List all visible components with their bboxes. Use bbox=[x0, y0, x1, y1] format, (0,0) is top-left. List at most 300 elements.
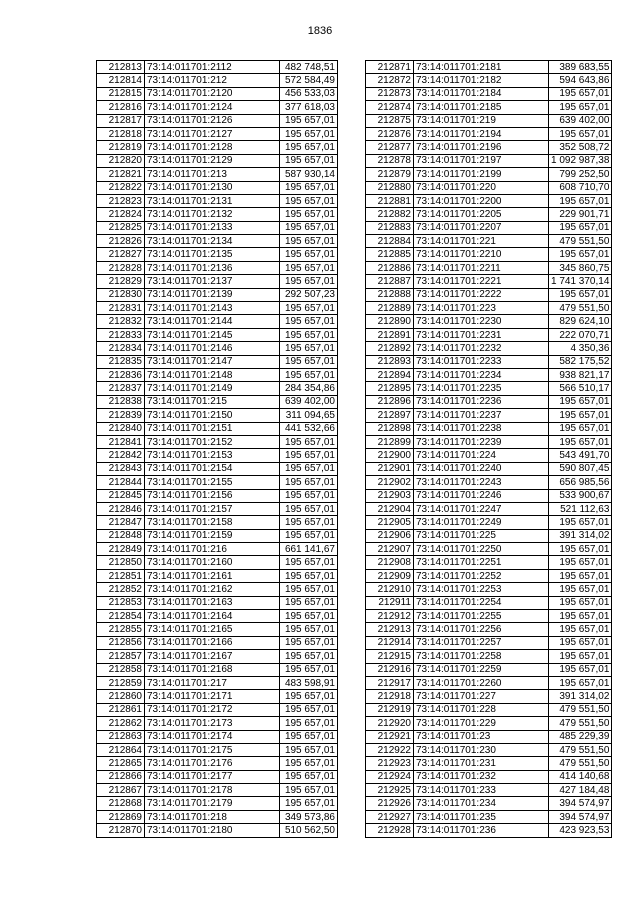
row-number-cell: 212900 bbox=[366, 449, 414, 462]
cadastral-number-cell: 73:14:011701:2174 bbox=[145, 730, 280, 743]
cadastral-number-cell: 73:14:011701:2175 bbox=[145, 743, 280, 756]
table-row bbox=[366, 610, 612, 623]
cadastral-number-cell: 73:14:011701:2255 bbox=[414, 610, 549, 623]
row-number-cell: 212913 bbox=[366, 623, 414, 636]
cadastral-number-cell: 73:14:011701:2252 bbox=[414, 569, 549, 582]
row-number-cell: 212892 bbox=[366, 342, 414, 355]
row-number-cell: 212902 bbox=[366, 476, 414, 489]
value-cell: 195 657,01 bbox=[280, 717, 338, 730]
cadastral-number-cell: 73:14:011701:2246 bbox=[414, 489, 549, 502]
table-row bbox=[97, 315, 338, 328]
table-row bbox=[97, 261, 338, 274]
table-row bbox=[366, 395, 612, 408]
row-number-cell: 212885 bbox=[366, 248, 414, 261]
value-cell: 195 657,01 bbox=[280, 141, 338, 154]
value-cell: 195 657,01 bbox=[280, 610, 338, 623]
value-cell: 352 508,72 bbox=[549, 141, 612, 154]
value-cell: 195 657,01 bbox=[280, 476, 338, 489]
row-number-cell: 212832 bbox=[97, 315, 145, 328]
value-cell: 543 491,70 bbox=[549, 449, 612, 462]
table-row bbox=[97, 596, 338, 609]
cadastral-number-cell: 73:14:011701:2237 bbox=[414, 409, 549, 422]
cadastral-number-cell: 73:14:011701:2137 bbox=[145, 275, 280, 288]
cadastral-number-cell: 73:14:011701:2144 bbox=[145, 315, 280, 328]
table-row bbox=[366, 315, 612, 328]
value-cell: 195 657,01 bbox=[280, 181, 338, 194]
table-row bbox=[366, 717, 612, 730]
cadastral-number-cell: 73:14:011701:231 bbox=[414, 757, 549, 770]
table-row bbox=[366, 127, 612, 140]
row-number-cell: 212830 bbox=[97, 288, 145, 301]
table-row bbox=[97, 235, 338, 248]
row-number-cell: 212918 bbox=[366, 690, 414, 703]
row-number-cell: 212876 bbox=[366, 127, 414, 140]
cadastral-number-cell: 73:14:011701:2163 bbox=[145, 596, 280, 609]
cadastral-number-cell: 73:14:011701:2131 bbox=[145, 194, 280, 207]
value-cell: 195 657,01 bbox=[280, 583, 338, 596]
cadastral-number-cell: 73:14:011701:2197 bbox=[414, 154, 549, 167]
cadastral-number-cell: 73:14:011701:2222 bbox=[414, 288, 549, 301]
value-cell: 195 657,01 bbox=[280, 449, 338, 462]
row-number-cell: 212895 bbox=[366, 382, 414, 395]
row-number-cell: 212818 bbox=[97, 127, 145, 140]
table-row bbox=[366, 569, 612, 582]
value-cell: 195 657,01 bbox=[280, 127, 338, 140]
table-row bbox=[366, 770, 612, 783]
value-cell: 829 624,10 bbox=[549, 315, 612, 328]
cadastral-number-cell: 73:14:011701:2257 bbox=[414, 636, 549, 649]
row-number-cell: 212860 bbox=[97, 690, 145, 703]
value-cell: 195 657,01 bbox=[280, 516, 338, 529]
table-row bbox=[97, 101, 338, 114]
value-cell: 479 551,50 bbox=[549, 717, 612, 730]
cadastral-number-cell: 73:14:011701:2211 bbox=[414, 261, 549, 274]
cadastral-number-cell: 73:14:011701:2205 bbox=[414, 208, 549, 221]
table-row bbox=[97, 610, 338, 623]
value-cell: 639 402,00 bbox=[549, 114, 612, 127]
value-cell: 284 354,86 bbox=[280, 382, 338, 395]
row-number-cell: 212845 bbox=[97, 489, 145, 502]
cadastral-number-cell: 73:14:011701:2166 bbox=[145, 636, 280, 649]
table-row bbox=[97, 114, 338, 127]
table-row bbox=[97, 623, 338, 636]
cadastral-number-cell: 73:14:011701:2199 bbox=[414, 168, 549, 181]
cadastral-number-cell: 73:14:011701:2149 bbox=[145, 382, 280, 395]
value-cell: 195 657,01 bbox=[549, 288, 612, 301]
value-cell: 195 657,01 bbox=[280, 663, 338, 676]
page-number: 1836 bbox=[307, 25, 333, 37]
table-row bbox=[97, 248, 338, 261]
value-cell: 195 657,01 bbox=[549, 650, 612, 663]
row-number-cell: 212820 bbox=[97, 154, 145, 167]
cadastral-number-cell: 73:14:011701:234 bbox=[414, 797, 549, 810]
table-row bbox=[97, 342, 338, 355]
row-number-cell: 212823 bbox=[97, 194, 145, 207]
cadastral-number-cell: 73:14:011701:2126 bbox=[145, 114, 280, 127]
cadastral-number-cell: 73:14:011701:2238 bbox=[414, 422, 549, 435]
row-number-cell: 212887 bbox=[366, 275, 414, 288]
table-row bbox=[366, 650, 612, 663]
table-row bbox=[366, 248, 612, 261]
value-cell: 479 551,50 bbox=[549, 703, 612, 716]
row-number-cell: 212904 bbox=[366, 502, 414, 515]
row-number-cell: 212833 bbox=[97, 328, 145, 341]
table-row bbox=[366, 703, 612, 716]
table-row bbox=[366, 797, 612, 810]
row-number-cell: 212926 bbox=[366, 797, 414, 810]
table-row bbox=[97, 516, 338, 529]
table-row bbox=[97, 583, 338, 596]
cadastral-number-cell: 73:14:011701:2157 bbox=[145, 502, 280, 515]
cadastral-number-cell: 73:14:011701:2200 bbox=[414, 194, 549, 207]
cadastral-number-cell: 73:14:011701:232 bbox=[414, 770, 549, 783]
cadastral-number-cell: 73:14:011701:2231 bbox=[414, 328, 549, 341]
table-row bbox=[97, 368, 338, 381]
row-number-cell: 212829 bbox=[97, 275, 145, 288]
cadastral-number-cell: 73:14:011701:2112 bbox=[145, 61, 280, 74]
cadastral-number-cell: 73:14:011701:2127 bbox=[145, 127, 280, 140]
cadastral-number-cell: 73:14:011701:2151 bbox=[145, 422, 280, 435]
table-row bbox=[97, 784, 338, 797]
row-number-cell: 212875 bbox=[366, 114, 414, 127]
row-number-cell: 212891 bbox=[366, 328, 414, 341]
table-row bbox=[97, 489, 338, 502]
row-number-cell: 212837 bbox=[97, 382, 145, 395]
table-row bbox=[366, 181, 612, 194]
cadastral-number-cell: 73:14:011701:2240 bbox=[414, 462, 549, 475]
cadastral-number-cell: 73:14:011701:2162 bbox=[145, 583, 280, 596]
row-number-cell: 212919 bbox=[366, 703, 414, 716]
cadastral-number-cell: 73:14:011701:2136 bbox=[145, 261, 280, 274]
table-row bbox=[366, 435, 612, 448]
value-cell: 195 657,01 bbox=[280, 703, 338, 716]
row-number-cell: 212924 bbox=[366, 770, 414, 783]
value-cell: 229 901,71 bbox=[549, 208, 612, 221]
value-cell: 608 710,70 bbox=[549, 181, 612, 194]
value-cell: 195 657,01 bbox=[280, 556, 338, 569]
cadastral-number-cell: 73:14:011701:2221 bbox=[414, 275, 549, 288]
value-cell: 394 574,97 bbox=[549, 810, 612, 823]
row-number-cell: 212893 bbox=[366, 355, 414, 368]
table-row bbox=[97, 87, 338, 100]
table-row bbox=[366, 516, 612, 529]
value-cell: 594 643,86 bbox=[549, 74, 612, 87]
row-number-cell: 212862 bbox=[97, 717, 145, 730]
cadastral-number-cell: 73:14:011701:215 bbox=[145, 395, 280, 408]
table-row bbox=[366, 87, 612, 100]
row-number-cell: 212865 bbox=[97, 757, 145, 770]
cadastral-number-cell: 73:14:011701:2172 bbox=[145, 703, 280, 716]
row-number-cell: 212869 bbox=[97, 810, 145, 823]
cadastral-number-cell: 73:14:011701:2160 bbox=[145, 556, 280, 569]
table-row bbox=[366, 328, 612, 341]
row-number-cell: 212884 bbox=[366, 235, 414, 248]
cadastral-number-cell: 73:14:011701:2158 bbox=[145, 516, 280, 529]
row-number-cell: 212911 bbox=[366, 596, 414, 609]
cadastral-number-cell: 73:14:011701:2145 bbox=[145, 328, 280, 341]
cadastral-number-cell: 73:14:011701:2251 bbox=[414, 556, 549, 569]
cadastral-number-cell: 73:14:011701:2154 bbox=[145, 462, 280, 475]
table-row bbox=[366, 543, 612, 556]
row-number-cell: 212899 bbox=[366, 435, 414, 448]
row-number-cell: 212821 bbox=[97, 168, 145, 181]
row-number-cell: 212889 bbox=[366, 302, 414, 315]
row-number-cell: 212880 bbox=[366, 181, 414, 194]
table-row bbox=[97, 395, 338, 408]
value-cell: 195 657,01 bbox=[280, 569, 338, 582]
cadastral-number-cell: 73:14:011701:220 bbox=[414, 181, 549, 194]
value-cell: 639 402,00 bbox=[280, 395, 338, 408]
cadastral-number-cell: 73:14:011701:2181 bbox=[414, 61, 549, 74]
cadastral-number-cell: 73:14:011701:2254 bbox=[414, 596, 549, 609]
table-row bbox=[366, 663, 612, 676]
table-row bbox=[366, 743, 612, 756]
value-cell: 479 551,50 bbox=[549, 235, 612, 248]
row-number-cell: 212908 bbox=[366, 556, 414, 569]
cadastral-number-cell: 73:14:011701:2133 bbox=[145, 221, 280, 234]
table-row bbox=[97, 422, 338, 435]
value-cell: 222 070,71 bbox=[549, 328, 612, 341]
row-number-cell: 212841 bbox=[97, 435, 145, 448]
table-row bbox=[97, 61, 338, 74]
value-cell: 195 657,01 bbox=[280, 248, 338, 261]
value-cell: 391 314,02 bbox=[549, 529, 612, 542]
cadastral-number-cell: 73:14:011701:2135 bbox=[145, 248, 280, 261]
table-row bbox=[97, 141, 338, 154]
cadastral-number-cell: 73:14:011701:2180 bbox=[145, 824, 280, 837]
value-cell: 195 657,01 bbox=[280, 302, 338, 315]
row-number-cell: 212921 bbox=[366, 730, 414, 743]
cadastral-number-cell: 73:14:011701:2182 bbox=[414, 74, 549, 87]
table-row bbox=[366, 529, 612, 542]
row-number-cell: 212868 bbox=[97, 797, 145, 810]
value-cell: 195 657,01 bbox=[280, 328, 338, 341]
row-number-cell: 212867 bbox=[97, 784, 145, 797]
row-number-cell: 212909 bbox=[366, 569, 414, 582]
cadastral-number-cell: 73:14:011701:2230 bbox=[414, 315, 549, 328]
cadastral-number-cell: 73:14:011701:213 bbox=[145, 168, 280, 181]
cadastral-number-cell: 73:14:011701:235 bbox=[414, 810, 549, 823]
row-number-cell: 212901 bbox=[366, 462, 414, 475]
table-row bbox=[97, 355, 338, 368]
row-number-cell: 212836 bbox=[97, 368, 145, 381]
value-cell: 485 229,39 bbox=[549, 730, 612, 743]
row-number-cell: 212816 bbox=[97, 101, 145, 114]
cadastral-number-cell: 73:14:011701:2253 bbox=[414, 583, 549, 596]
value-cell: 292 507,23 bbox=[280, 288, 338, 301]
row-number-cell: 212817 bbox=[97, 114, 145, 127]
value-cell: 483 598,91 bbox=[280, 676, 338, 689]
cadastral-number-cell: 73:14:011701:2176 bbox=[145, 757, 280, 770]
value-cell: 195 657,01 bbox=[549, 221, 612, 234]
row-number-cell: 212814 bbox=[97, 74, 145, 87]
table-row bbox=[366, 422, 612, 435]
table-row bbox=[366, 489, 612, 502]
table-row bbox=[97, 449, 338, 462]
table-row bbox=[366, 462, 612, 475]
value-cell: 195 657,01 bbox=[280, 623, 338, 636]
row-number-cell: 212910 bbox=[366, 583, 414, 596]
value-cell: 195 657,01 bbox=[549, 543, 612, 556]
value-cell: 195 657,01 bbox=[280, 743, 338, 756]
cadastral-number-cell: 73:14:011701:218 bbox=[145, 810, 280, 823]
row-number-cell: 212848 bbox=[97, 529, 145, 542]
row-number-cell: 212879 bbox=[366, 168, 414, 181]
row-number-cell: 212847 bbox=[97, 516, 145, 529]
row-number-cell: 212858 bbox=[97, 663, 145, 676]
cadastral-number-cell: 73:14:011701:2171 bbox=[145, 690, 280, 703]
row-number-cell: 212898 bbox=[366, 422, 414, 435]
row-number-cell: 212915 bbox=[366, 650, 414, 663]
value-cell: 195 657,01 bbox=[280, 355, 338, 368]
value-cell: 510 562,50 bbox=[280, 824, 338, 837]
table-row bbox=[366, 235, 612, 248]
row-number-cell: 212870 bbox=[97, 824, 145, 837]
value-cell: 1 092 987,38 bbox=[549, 154, 612, 167]
table-row bbox=[366, 810, 612, 823]
value-cell: 195 657,01 bbox=[549, 623, 612, 636]
value-cell: 195 657,01 bbox=[280, 114, 338, 127]
cadastral-number-cell: 73:14:011701:2239 bbox=[414, 435, 549, 448]
table-row bbox=[97, 797, 338, 810]
value-cell: 195 657,01 bbox=[549, 676, 612, 689]
table-row bbox=[366, 261, 612, 274]
table-row bbox=[97, 663, 338, 676]
table-row bbox=[366, 342, 612, 355]
table-row bbox=[97, 502, 338, 515]
cadastral-number-cell: 73:14:011701:2153 bbox=[145, 449, 280, 462]
value-cell: 345 860,75 bbox=[549, 261, 612, 274]
value-cell: 195 657,01 bbox=[549, 556, 612, 569]
cadastral-number-cell: 73:14:011701:2147 bbox=[145, 355, 280, 368]
row-number-cell: 212856 bbox=[97, 636, 145, 649]
value-cell: 195 657,01 bbox=[280, 342, 338, 355]
table-row bbox=[97, 717, 338, 730]
value-cell: 195 657,01 bbox=[280, 462, 338, 475]
row-number-cell: 212844 bbox=[97, 476, 145, 489]
cadastral-number-cell: 73:14:011701:2235 bbox=[414, 382, 549, 395]
row-number-cell: 212819 bbox=[97, 141, 145, 154]
table-row bbox=[97, 288, 338, 301]
cadastral-number-cell: 73:14:011701:2258 bbox=[414, 650, 549, 663]
row-number-cell: 212864 bbox=[97, 743, 145, 756]
row-number-cell: 212824 bbox=[97, 208, 145, 221]
table-row bbox=[97, 556, 338, 569]
value-cell: 456 533,03 bbox=[280, 87, 338, 100]
value-cell: 349 573,86 bbox=[280, 810, 338, 823]
cadastral-number-cell: 73:14:011701:2132 bbox=[145, 208, 280, 221]
table-row bbox=[366, 368, 612, 381]
table-row bbox=[366, 757, 612, 770]
cadastral-number-cell: 73:14:011701:2243 bbox=[414, 476, 549, 489]
cadastral-number-cell: 73:14:011701:2124 bbox=[145, 101, 280, 114]
table-row bbox=[97, 127, 338, 140]
value-cell: 195 657,01 bbox=[280, 797, 338, 810]
value-cell: 195 657,01 bbox=[280, 261, 338, 274]
table-row bbox=[97, 690, 338, 703]
row-number-cell: 212871 bbox=[366, 61, 414, 74]
value-cell: 414 140,68 bbox=[549, 770, 612, 783]
table-row bbox=[366, 302, 612, 315]
row-number-cell: 212888 bbox=[366, 288, 414, 301]
cadastral-number-cell: 73:14:011701:2247 bbox=[414, 502, 549, 515]
cadastral-number-cell: 73:14:011701:2256 bbox=[414, 623, 549, 636]
cadastral-number-cell: 73:14:011701:219 bbox=[414, 114, 549, 127]
value-cell: 195 657,01 bbox=[549, 248, 612, 261]
cadastral-number-cell: 73:14:011701:2130 bbox=[145, 181, 280, 194]
table-row bbox=[97, 462, 338, 475]
row-number-cell: 212922 bbox=[366, 743, 414, 756]
value-cell: 195 657,01 bbox=[549, 101, 612, 114]
cadastral-number-cell: 73:14:011701:2196 bbox=[414, 141, 549, 154]
row-number-cell: 212923 bbox=[366, 757, 414, 770]
row-number-cell: 212852 bbox=[97, 583, 145, 596]
value-cell: 195 657,01 bbox=[549, 194, 612, 207]
row-number-cell: 212890 bbox=[366, 315, 414, 328]
value-cell: 195 657,01 bbox=[280, 235, 338, 248]
cadastral-number-cell: 73:14:011701:2178 bbox=[145, 784, 280, 797]
cadastral-number-cell: 73:14:011701:2129 bbox=[145, 154, 280, 167]
value-cell: 394 574,97 bbox=[549, 797, 612, 810]
table-row bbox=[97, 569, 338, 582]
row-number-cell: 212828 bbox=[97, 261, 145, 274]
cadastral-number-cell: 73:14:011701:2168 bbox=[145, 663, 280, 676]
cadastral-number-cell: 73:14:011701:2207 bbox=[414, 221, 549, 234]
register-table-right bbox=[365, 60, 612, 838]
cadastral-number-cell: 73:14:011701:2143 bbox=[145, 302, 280, 315]
value-cell: 195 657,01 bbox=[549, 422, 612, 435]
table-row bbox=[97, 74, 338, 87]
table-row bbox=[366, 623, 612, 636]
value-cell: 521 112,63 bbox=[549, 502, 612, 515]
value-cell: 195 657,01 bbox=[549, 395, 612, 408]
cadastral-number-cell: 73:14:011701:224 bbox=[414, 449, 549, 462]
row-number-cell: 212861 bbox=[97, 703, 145, 716]
value-cell: 195 657,01 bbox=[280, 368, 338, 381]
table-row bbox=[366, 583, 612, 596]
value-cell: 195 657,01 bbox=[549, 610, 612, 623]
row-number-cell: 212881 bbox=[366, 194, 414, 207]
table-row bbox=[366, 730, 612, 743]
value-cell: 582 175,52 bbox=[549, 355, 612, 368]
table-row bbox=[97, 757, 338, 770]
value-cell: 195 657,01 bbox=[280, 596, 338, 609]
table-row bbox=[97, 409, 338, 422]
cadastral-number-cell: 73:14:011701:2164 bbox=[145, 610, 280, 623]
row-number-cell: 212813 bbox=[97, 61, 145, 74]
value-cell: 195 657,01 bbox=[280, 636, 338, 649]
cadastral-number-cell: 73:14:011701:2128 bbox=[145, 141, 280, 154]
value-cell: 195 657,01 bbox=[280, 730, 338, 743]
value-cell: 195 657,01 bbox=[280, 275, 338, 288]
row-number-cell: 212877 bbox=[366, 141, 414, 154]
row-number-cell: 212850 bbox=[97, 556, 145, 569]
cadastral-number-cell: 73:14:011701:2232 bbox=[414, 342, 549, 355]
table-row bbox=[97, 824, 338, 837]
table-row bbox=[366, 409, 612, 422]
value-cell: 195 657,01 bbox=[549, 87, 612, 100]
row-number-cell: 212854 bbox=[97, 610, 145, 623]
cadastral-number-cell: 73:14:011701:2161 bbox=[145, 569, 280, 582]
table-row bbox=[97, 543, 338, 556]
value-cell: 195 657,01 bbox=[549, 409, 612, 422]
value-cell: 391 314,02 bbox=[549, 690, 612, 703]
cadastral-number-cell: 73:14:011701:2177 bbox=[145, 770, 280, 783]
row-number-cell: 212907 bbox=[366, 543, 414, 556]
table-row bbox=[366, 275, 612, 288]
row-number-cell: 212842 bbox=[97, 449, 145, 462]
cadastral-number-cell: 73:14:011701:2167 bbox=[145, 650, 280, 663]
